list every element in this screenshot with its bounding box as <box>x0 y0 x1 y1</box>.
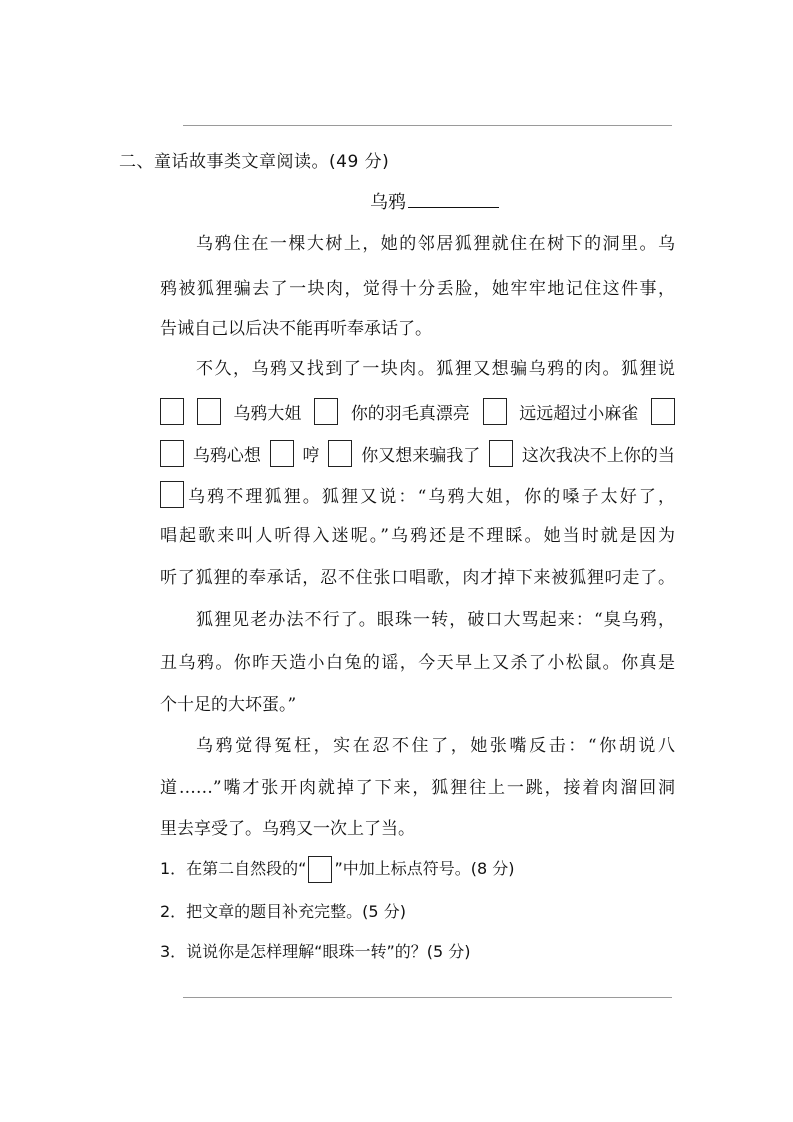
p3-line-2: 丑乌鸦。你昨天造小白兔的谣，今天早上又杀了小松鼠。你真是 <box>160 653 675 673</box>
question-1-pre: 1．在第二自然段的“ <box>160 859 307 878</box>
p1-line-3: 告诫自己以后决不能再听奉承话了。 <box>160 319 432 339</box>
punct-box-7[interactable] <box>270 440 294 467</box>
title-blank[interactable] <box>408 190 499 208</box>
punct-box-4[interactable] <box>483 398 507 425</box>
punct-box-5[interactable] <box>651 398 675 425</box>
p2-line-5: 唱起歌来叫人听得入迷呢。”乌鸦还是不理睬。她当时就是因为 <box>160 526 675 546</box>
punct-box-9[interactable] <box>489 440 513 467</box>
punct-box-1[interactable] <box>160 398 184 425</box>
p2-row-2 <box>160 438 675 468</box>
p1-line-1: 乌鸦住在一棵大树上，她的邻居狐狸就住在树下的洞里。乌 <box>196 234 675 254</box>
question-3: 3．说说你是怎样理解“眼珠一转”的？(5 分) <box>160 942 471 961</box>
p2-line-6: 听了狐狸的奉承话，忍不住张口唱歌，肉才掉下来被狐狸叼走了。 <box>160 568 675 588</box>
p2-row2-seg-1: 乌鸦心想 <box>192 445 261 466</box>
p2-row-3 <box>160 479 675 509</box>
p2-row2-seg-4: 这次我决不上你的当 <box>521 445 675 466</box>
punct-box-2[interactable] <box>197 398 221 425</box>
p2-row1-seg-3: 远远超过小麻雀 <box>519 403 639 424</box>
section-heading: 二、童话故事类文章阅读。(49 分) <box>119 152 390 172</box>
question-1-post: ”中加上标点符号。(8 分) <box>334 859 515 878</box>
p4-line-1: 乌鸦觉得冤枉，实在忍不住了，她张嘴反击：“你胡说八 <box>196 736 675 756</box>
punct-box-6[interactable] <box>160 440 184 467</box>
punct-box-8[interactable] <box>328 440 352 467</box>
p2-row1-seg-1: 乌鸦大姐 <box>233 403 302 424</box>
p3-line-3: 个十足的大坏蛋。” <box>160 695 297 715</box>
top-answer-line <box>183 125 672 126</box>
p2-row1-seg-2: 你的羽毛真漂亮 <box>350 403 470 424</box>
answer-line[interactable] <box>183 997 672 998</box>
question-2: 2．把文章的题目补充完整。(5 分) <box>160 902 406 921</box>
punct-box-3[interactable] <box>314 398 338 425</box>
p2-row2-seg-2: 哼 <box>302 445 320 466</box>
p2-row-1 <box>160 396 675 426</box>
question-1-box <box>308 856 332 883</box>
p2-row2-seg-3: 你又想来骗我了 <box>361 445 481 466</box>
punct-box-10[interactable] <box>160 481 184 508</box>
p3-line-1: 狐狸见老办法不行了。眼珠一转，破口大骂起来：“臭乌鸦， <box>196 610 675 630</box>
story-title-text: 乌鸦 <box>370 192 406 213</box>
p4-line-2: 道……”嘴才张开肉就掉了下来，狐狸往上一跳，接着肉溜回洞 <box>160 778 675 798</box>
question-1 <box>160 856 515 883</box>
p1-line-2: 鸦被狐狸骗去了一块肉，觉得十分丢脸，她牢牢地记住这件事， <box>160 279 675 299</box>
p2-line-1: 不久，乌鸦又找到了一块肉。狐狸又想骗乌鸦的肉。狐狸说 <box>196 359 675 379</box>
p2-row3-text: 乌鸦不理狐狸。狐狸又说：“乌鸦大姐，你的嗓子太好了， <box>188 486 675 507</box>
story-title <box>370 188 499 214</box>
p4-line-3: 里去享受了。乌鸦又一次上了当。 <box>160 819 415 839</box>
